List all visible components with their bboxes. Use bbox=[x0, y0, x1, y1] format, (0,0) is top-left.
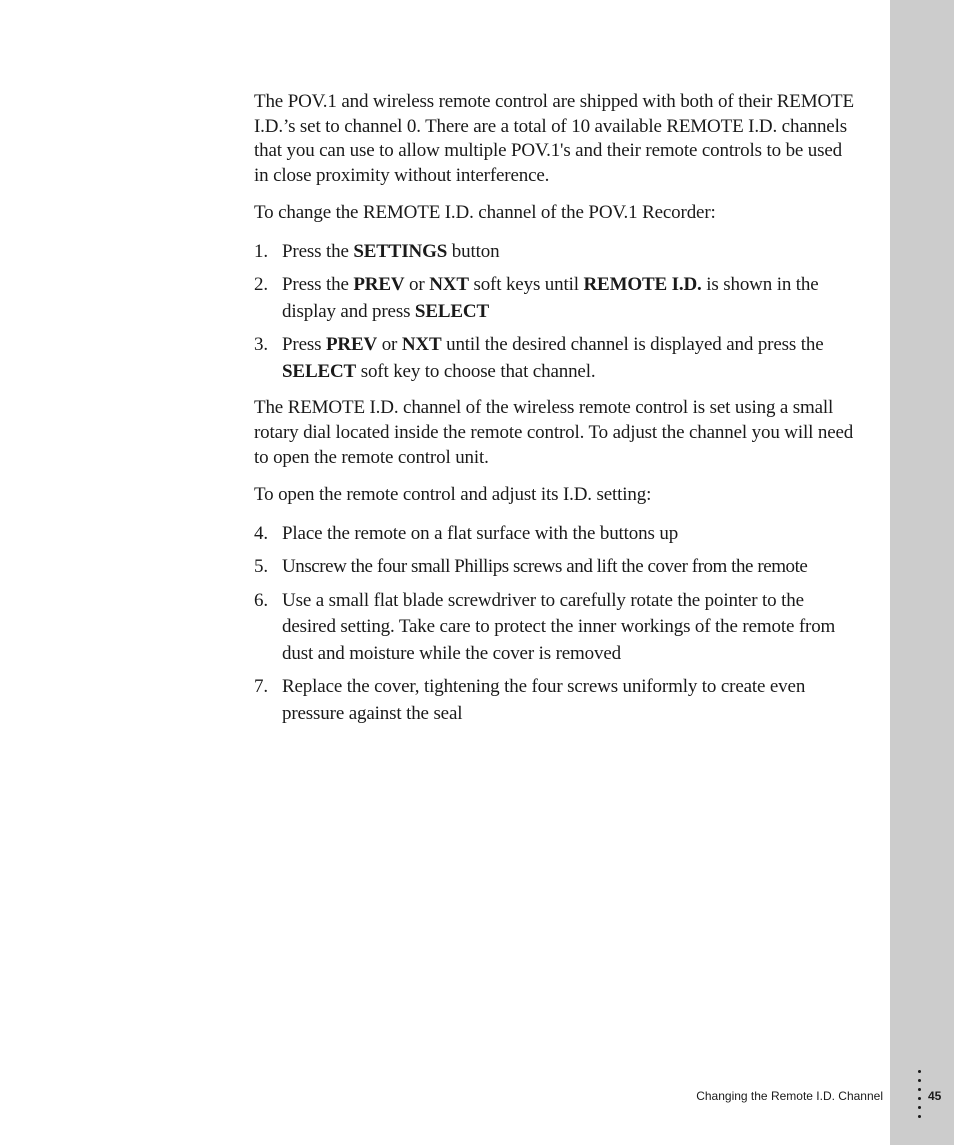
list-item bbox=[254, 588, 858, 668]
step-key-name: SELECT bbox=[282, 360, 357, 382]
step-text bbox=[282, 239, 858, 266]
step-text-part: soft keys until bbox=[468, 274, 584, 296]
change-id-heading-paragraph: To change the REMOTE I.D. channel of the POV.1 Recorder: bbox=[254, 202, 716, 224]
footer-section-title: Changing the Remote I.D. Channel bbox=[696, 1089, 883, 1103]
step-key-name: REMOTE I.D. bbox=[583, 274, 702, 296]
step-text-part: Press the bbox=[282, 274, 354, 296]
step-key-name: NXT bbox=[401, 334, 442, 356]
step-text-part: until the desired channel is displayed and press the bbox=[441, 334, 824, 356]
step-text-part: or bbox=[377, 334, 402, 356]
step-text-part: Press bbox=[282, 334, 326, 356]
step-key-name: SELECT bbox=[414, 300, 490, 322]
step-key-name: PREV bbox=[325, 334, 378, 356]
list-item bbox=[254, 332, 858, 385]
step-key-name: NXT bbox=[429, 274, 469, 296]
step-text-part: is shown in the display and press bbox=[282, 274, 819, 322]
page-number: 45 bbox=[928, 1089, 942, 1103]
step-key-name: PREV bbox=[353, 274, 405, 296]
step-text: Unscrew the four small Phillips screws and lift the cover from the remote bbox=[282, 556, 808, 578]
step-number: 5. bbox=[254, 556, 268, 578]
remote-steps-list bbox=[254, 521, 858, 728]
recorder-steps-list bbox=[254, 239, 858, 386]
list-item bbox=[254, 674, 858, 727]
step-text: Place the remote on a flat surface with the buttons up bbox=[282, 522, 679, 544]
step-text: Use a small flat blade screwdriver to carefully rotate the pointer to the desired setting. Take care to protect the inner workings of the remote from dust and moisture while the cover is removed bbox=[282, 589, 836, 664]
list-item bbox=[254, 521, 858, 548]
step-text-part: or bbox=[404, 274, 430, 296]
step-text bbox=[282, 272, 858, 325]
step-number: 4. bbox=[254, 522, 268, 544]
step-number: 2. bbox=[254, 274, 268, 296]
remote-dial-paragraph: The REMOTE I.D. channel of the wireless remote control is set using a small rotary dial located inside the remote control. To adjust the channel you will need to open the remote control unit. bbox=[254, 397, 854, 468]
step-number: 7. bbox=[254, 676, 268, 698]
step-text bbox=[282, 332, 858, 385]
step-text-part: Press the bbox=[282, 240, 354, 262]
footer-dots-ornament bbox=[918, 1070, 924, 1124]
step-text: Replace the cover, tightening the four screws uniformly to create even pressure against the seal bbox=[282, 676, 806, 724]
intro-paragraph: The POV.1 and wireless remote control are shipped with both of their REMOTE I.D.’s set to channel 0. There are a total of 10 available REMOTE I.D. channels that you can use to allow multiple POV.1's and their remote controls to be used in close proximity without interference. bbox=[254, 91, 854, 186]
side-margin-bar bbox=[890, 0, 954, 1145]
step-text-part: soft key to choose that channel. bbox=[356, 360, 596, 382]
step-number: 6. bbox=[254, 589, 268, 611]
step-number: 1. bbox=[254, 240, 268, 262]
list-item bbox=[254, 554, 858, 581]
page-body bbox=[254, 90, 858, 734]
step-text-part: button bbox=[447, 240, 500, 262]
list-item bbox=[254, 272, 858, 325]
open-remote-heading-paragraph: To open the remote control and adjust its I.D. setting: bbox=[254, 484, 652, 506]
list-item bbox=[254, 239, 858, 266]
step-key-name: SETTINGS bbox=[353, 240, 448, 262]
step-number: 3. bbox=[254, 334, 268, 356]
